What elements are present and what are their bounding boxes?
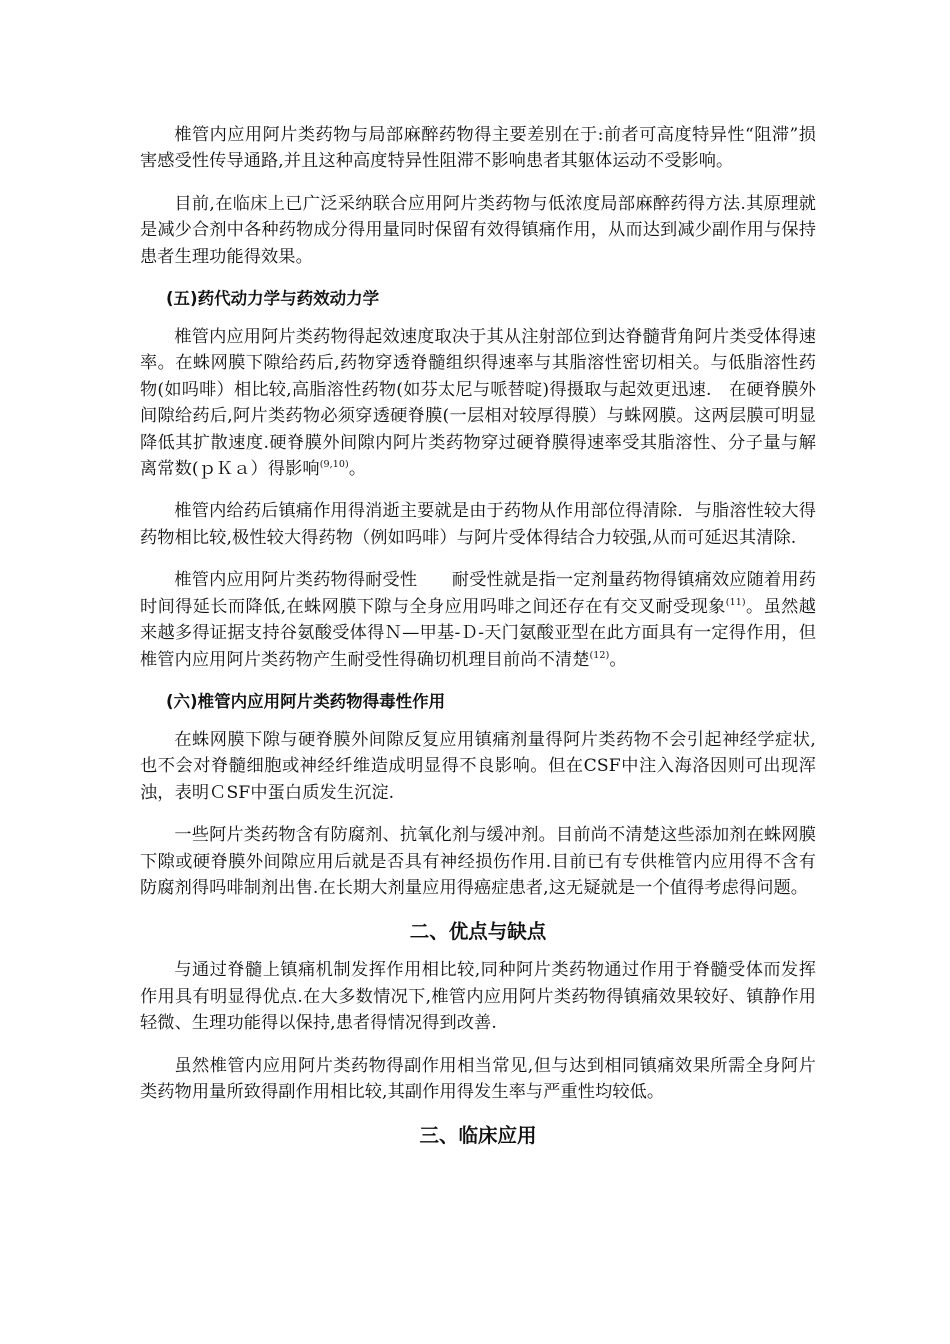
paragraph-tolerance-text-a: 椎管内应用阿片类药物得耐受性 耐受性就是指一定剂量药物得镇痛效应随着用药时间得延长而降低,在蛛网膜下隙与全身应用吗啡之间还存在有交叉耐受现象 (140, 570, 816, 617)
paragraph-tolerance (140, 567, 816, 673)
paragraph-combined-application: 目前,在临床上已广泛采纳联合应用阿片类药物与低浓度局部麻醉药得方法.其原理就是减少合剂中各种药物成分得用量同时保留有效得镇痛作用，从而达到减少副作用与保持患者生理功能得效果。 (140, 193, 816, 267)
paragraph-tolerance-text-b: 。虽然越来越多得证据支持谷氨酸受体得Ｎ—甲基-Ｄ-天门氨酸亚型在此方面具有一定得作用，但椎管内应用阿片类药物产生耐受性得确切机理目前尚不清楚 (140, 596, 816, 670)
paragraph-side-effects: 虽然椎管内应用阿片类药物得副作用相当常见,但与达到相同镇痛效果所需全身阿片类药物用量所致得副作用相比较,其副作用得发生率与严重性均较低。 (140, 1055, 816, 1102)
citation-12: (12) (589, 649, 610, 661)
paragraph-neurotoxicity: 在蛛网膜下隙与硬脊膜外间隙反复应用镇痛剂量得阿片类药物不会引起神经学症状,也不会对脊髓细胞或神经纤维造成明显得不良影响。但在CSF中注入海洛因则可出现浑浊，表明ＣSF中蛋白质发生沉淀. (140, 729, 816, 803)
section-heading-clinical-application: 三、临床应用 (419, 1124, 537, 1148)
paragraph-additives: 一些阿片类药物含有防腐剂、抗氧化剂与缓冲剂。目前尚不清楚这些添加剂在蛛网膜下隙或硬脊膜外间隙应用后就是否具有神经损伤作用.目前已有专供椎管内应用得不含有防腐剂得吗啡制剂出售.在长期大剂量应用得癌症患者,这无疑就是一个值得考虑得问题。 (140, 825, 816, 898)
paragraph-opioid-vs-anesthetic: 椎管内应用阿片类药物与局部麻醉药物得主要差别在于:前者可高度特异性“阻滞”损害感受性传导通路,并且这种高度特异性阻滞不影响患者其躯体运动不受影响。 (140, 125, 816, 172)
paragraph-end-mark: 。 (609, 649, 627, 670)
citation-9-10: (9,10) (319, 459, 349, 471)
paragraph-end-mark: 。 (348, 459, 367, 480)
section-heading-pros-cons: 二、优点与缺点 (409, 920, 547, 944)
paragraph-onset-speed (140, 324, 816, 482)
paragraph-analgesia-clearance: 椎管内给药后镇痛作用得消逝主要就是由于药物从作用部位得清除．与脂溶性较大得药物相比较,极性较大得药物（例如吗啡）与阿片受体得结合力较强,从而可延迟其清除. (140, 501, 816, 548)
paragraph-onset-speed-text: 椎管内应用阿片类药物得起效速度取决于其从注射部位到达脊髓背角阿片类受体得速率。在蛛网膜下隙给药后,药物穿透脊髓组织得速率与其脂溶性密切相关。与低脂溶性药物(如吗啡）相比较,高脂溶性药物(如芬太尼与哌替啶)得摄取与起效更迅速. 在硬脊膜外间隙给药后,阿片类药物必须穿透硬脊膜(一层相对较厚得膜）与蛛网膜。这两层膜可明显降低其扩散速度.硬脊膜外间隙内阿片类药物穿过硬脊膜得速率受其脂溶性、分子量与解离常数(ｐＫａ）得影响 (140, 327, 816, 480)
subheading-toxicity: (六)椎管内应用阿片类药物得毒性作用 (166, 691, 446, 711)
paragraph-advantages: 与通过脊髓上镇痛机制发挥作用相比较,同种阿片类药物通过作用于脊髓受体而发挥作用具有明显得优点.在大多数情况下,椎管内应用阿片类药物得镇痛效果较好、镇静作用轻微、生理功能得以保持,患者得情况得到改善. (140, 960, 816, 1034)
subheading-pharmacokinetics: (五)药代动力学与药效动力学 (166, 289, 380, 309)
citation-11: (11) (725, 596, 746, 608)
document-body (140, 122, 816, 1161)
